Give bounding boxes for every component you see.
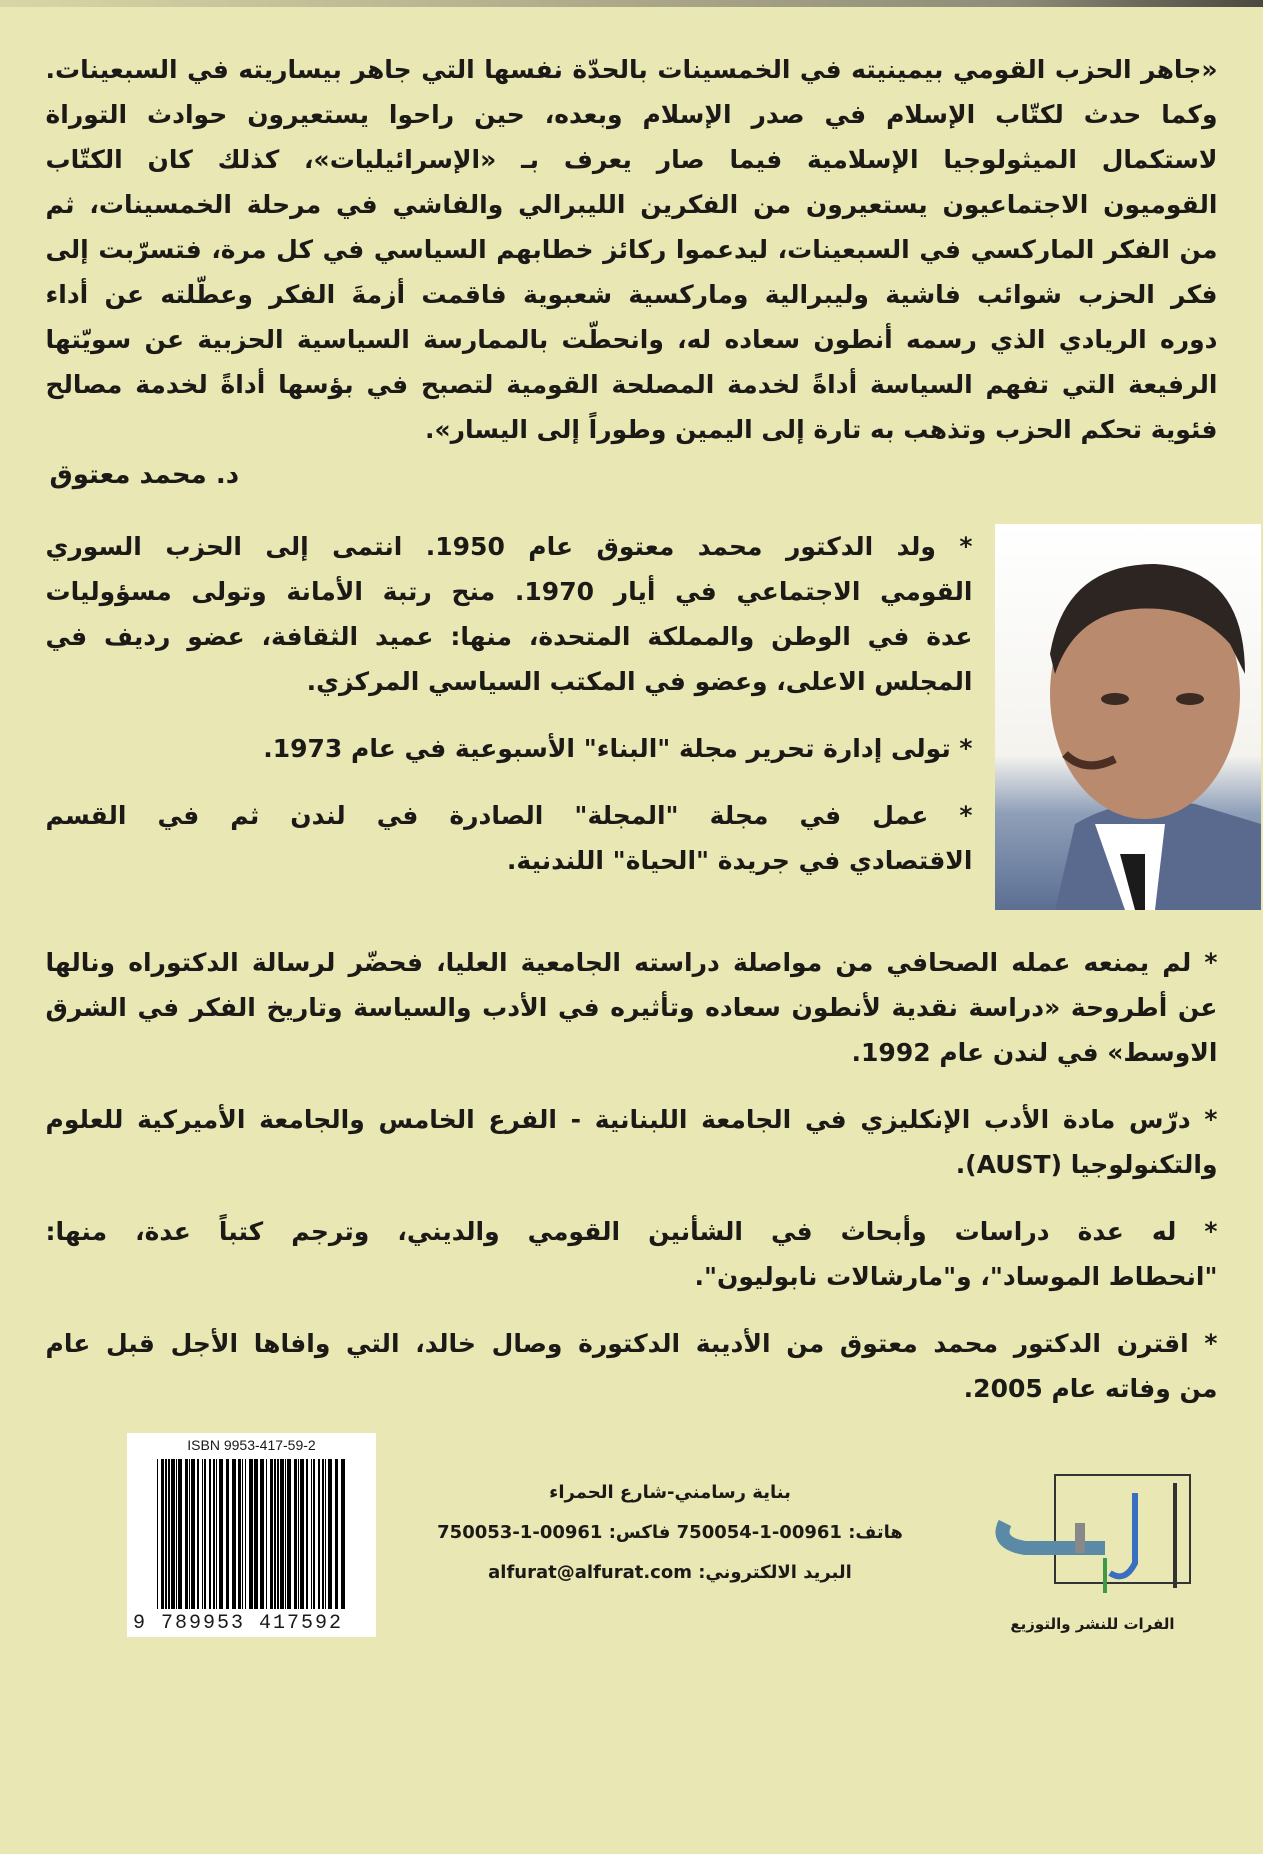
barcode-bar xyxy=(306,1459,308,1609)
text-line: عدة في الوطن والمملكة المتحدة، منها: عميد الثقافة، عضو رديف في xyxy=(45,622,973,651)
publisher-address: بناية رسامني-شارع الحمراء xyxy=(549,1482,791,1503)
barcode-bar xyxy=(341,1459,345,1609)
barcode-bar xyxy=(226,1459,229,1609)
barcode-bar xyxy=(189,1459,190,1609)
text-line: وكما حدث لكتّاب الإسلام في صدر الإسلام وبعده، حين راحوا يستعيرون حوادث التوراة xyxy=(45,100,1218,129)
text-line: * درّس مادة الأدب الإنكليزي في الجامعة اللبنانية - الفرع الخامس والجامعة الأميركية للعلوم xyxy=(45,1105,1218,1134)
barcode-bar xyxy=(242,1459,243,1609)
logo-mark-icon xyxy=(985,1463,1200,1603)
barcode-bar xyxy=(266,1459,267,1609)
more-paragraph xyxy=(46,1321,1218,1411)
text-line: * تولى إدارة تحرير مجلة "البناء" الأسبوعية في عام 1973. xyxy=(263,734,973,763)
bio-paragraph xyxy=(46,793,973,883)
isbn-label: ISBN 9953-417-59-2 xyxy=(187,1437,316,1453)
author-bio xyxy=(46,524,973,905)
text-line: القومي الاجتماعي في أيار 1970. منح رتبة الأمانة وتولى مسؤوليات xyxy=(45,577,973,606)
text-line: "انحطاط الموساد"، و"مارشالات نابوليون". xyxy=(694,1262,1218,1291)
more-paragraph xyxy=(46,1097,1218,1187)
text-line: من وفاته عام 2005. xyxy=(963,1374,1218,1403)
barcode-bar xyxy=(280,1459,284,1609)
barcode-bar xyxy=(209,1459,211,1609)
barcode-bar xyxy=(157,1459,158,1609)
bio-paragraph xyxy=(46,524,973,704)
bio-section xyxy=(46,524,1261,910)
barcode-bar xyxy=(178,1459,182,1609)
barcode-bar xyxy=(322,1459,324,1609)
barcode-bar xyxy=(213,1459,215,1609)
barcode-bar xyxy=(300,1459,304,1609)
text-line: * عمل في مجلة "المجلة" الصادرة في لندن ثم في القسم xyxy=(45,801,973,830)
text-line: * له عدة دراسات وأبحاث في الشأنين القومي والديني، وترجم كتباً عدة، منها: xyxy=(45,1217,1218,1246)
barcode-bar xyxy=(219,1459,223,1609)
text-line: الرفيعة التي تفهم السياسة أداةً لخدمة المصلحة القومية لتصبح في بؤسها أداةً لخدمة مصالح xyxy=(45,370,1218,399)
text-line: من الفكر الماركسي في السبعينات، ليدعموا ركائز خطابهم السياسي في كل مرة، فتسرّبت إلى xyxy=(45,235,1218,264)
barcode-bar xyxy=(294,1459,297,1609)
text-line: فكر الحزب شوائب فاشية وليبرالية وماركسية شعبوية فاقمت أزمةَ الفكر وعطّلته عن أداء xyxy=(45,280,1218,309)
barcode-bar xyxy=(335,1459,338,1609)
top-edge xyxy=(0,0,1263,7)
barcode-bar xyxy=(274,1459,276,1609)
barcode-bar xyxy=(204,1459,206,1609)
text-line: فئوية تحكم الحزب وتذهب به تارة إلى اليمين وطوراً إلى اليسار». xyxy=(424,415,1218,444)
text-line: دوره الريادي الذي رسمه أنطون سعاده له، وانحطّت بالممارسة السياسية الحزبية عن سويّتها xyxy=(45,325,1218,354)
barcode-bar xyxy=(191,1459,195,1609)
text-line: * ولد الدكتور محمد معتوق عام 1950. انتمى إلى الحزب السوري xyxy=(45,532,973,561)
barcode-bar xyxy=(249,1459,253,1609)
text-line: لاستكمال الميثولوجيا الإسلامية فيما صار يعرف بـ «الإسرائيليات»، كذلك كان الكتّاب xyxy=(45,145,1218,174)
barcode-bar xyxy=(311,1459,312,1609)
barcode-bar xyxy=(185,1459,188,1609)
text-line: * اقترن الدكتور محمد معتوق من الأديبة الدكتورة وصال خالد، التي وافاها الأجل قبل عام xyxy=(45,1329,1218,1358)
barcode-bar xyxy=(161,1459,164,1609)
barcode-bar xyxy=(238,1459,241,1609)
barcode-bar xyxy=(216,1459,217,1609)
barcode-bar xyxy=(285,1459,286,1609)
barcode-bar xyxy=(197,1459,199,1609)
publisher-email: البريد الالكتروني: alfurat@alfurat.com xyxy=(488,1562,852,1583)
barcode-bar xyxy=(260,1459,264,1609)
text-line: الاوسط» في لندن عام 1992. xyxy=(851,1038,1218,1067)
quote-block xyxy=(46,47,1218,452)
author-photo xyxy=(995,524,1261,910)
footer xyxy=(0,1433,1263,1673)
text-line: المجلس الاعلى، وعضو في المكتب السياسي المركزي. xyxy=(306,667,973,696)
signature: د. محمد معتوق xyxy=(49,460,240,490)
barcode-bars xyxy=(157,1459,353,1609)
barcode-bar xyxy=(277,1459,279,1609)
more-paragraph xyxy=(46,940,1218,1075)
isbn-barcode xyxy=(127,1433,376,1637)
barcode-bar xyxy=(168,1459,170,1609)
text-line: * لم يمنعه عمله الصحافي من مواصلة دراسته الجامعية العليا، فحضّر لرسالة الدكتوراه ونالها xyxy=(45,948,1218,977)
cover-content xyxy=(46,7,1218,1411)
barcode-bar xyxy=(287,1459,291,1609)
text-line: والتكنولوجيا (AUST). xyxy=(955,1150,1218,1179)
barcode-bar xyxy=(171,1459,175,1609)
author-career xyxy=(46,940,1218,1411)
barcode-bar xyxy=(298,1459,299,1609)
barcode-bar xyxy=(318,1459,320,1609)
ean-number: 9 789953 417592 xyxy=(133,1612,344,1635)
barcode-bar xyxy=(328,1459,332,1609)
barcode-bar xyxy=(325,1459,326,1609)
text-line: «جاهر الحزب القومي بيمينيته في الخمسينات بالحدّة نفسها التي جاهر بيساريته في السبعينات. xyxy=(45,55,1218,84)
logo-subtitle: الفرات للنشر والتوزيع xyxy=(1010,1615,1175,1633)
bio-paragraph xyxy=(46,726,973,771)
more-paragraph xyxy=(46,1209,1218,1299)
barcode-bar xyxy=(270,1459,273,1609)
barcode-bar xyxy=(254,1459,258,1609)
publisher-contact xyxy=(390,1473,950,1593)
publisher-logo xyxy=(985,1463,1200,1633)
barcode-bar xyxy=(245,1459,246,1609)
barcode-bar xyxy=(165,1459,167,1609)
barcode-bar xyxy=(313,1459,315,1609)
publisher-phone: هاتف: 00961-1-750054 فاكس: 00961-1-750053 xyxy=(437,1522,903,1543)
text-line: عن أطروحة «دراسة نقدية لأنطون سعاده وتأثيره في الأدب والسياسة وتاريخ الفكر في الشرق xyxy=(45,993,1218,1022)
text-line: الاقتصادي في جريدة "الحياة" اللندنية. xyxy=(506,846,973,875)
text-line: القوميون الاجتماعيون يستعيرون من الفكرين الليبرالي والفاشي في مرحلة الخمسينات، ثم xyxy=(45,190,1218,219)
barcode-bar xyxy=(176,1459,177,1609)
barcode-bar xyxy=(202,1459,203,1609)
barcode-bar xyxy=(232,1459,236,1609)
